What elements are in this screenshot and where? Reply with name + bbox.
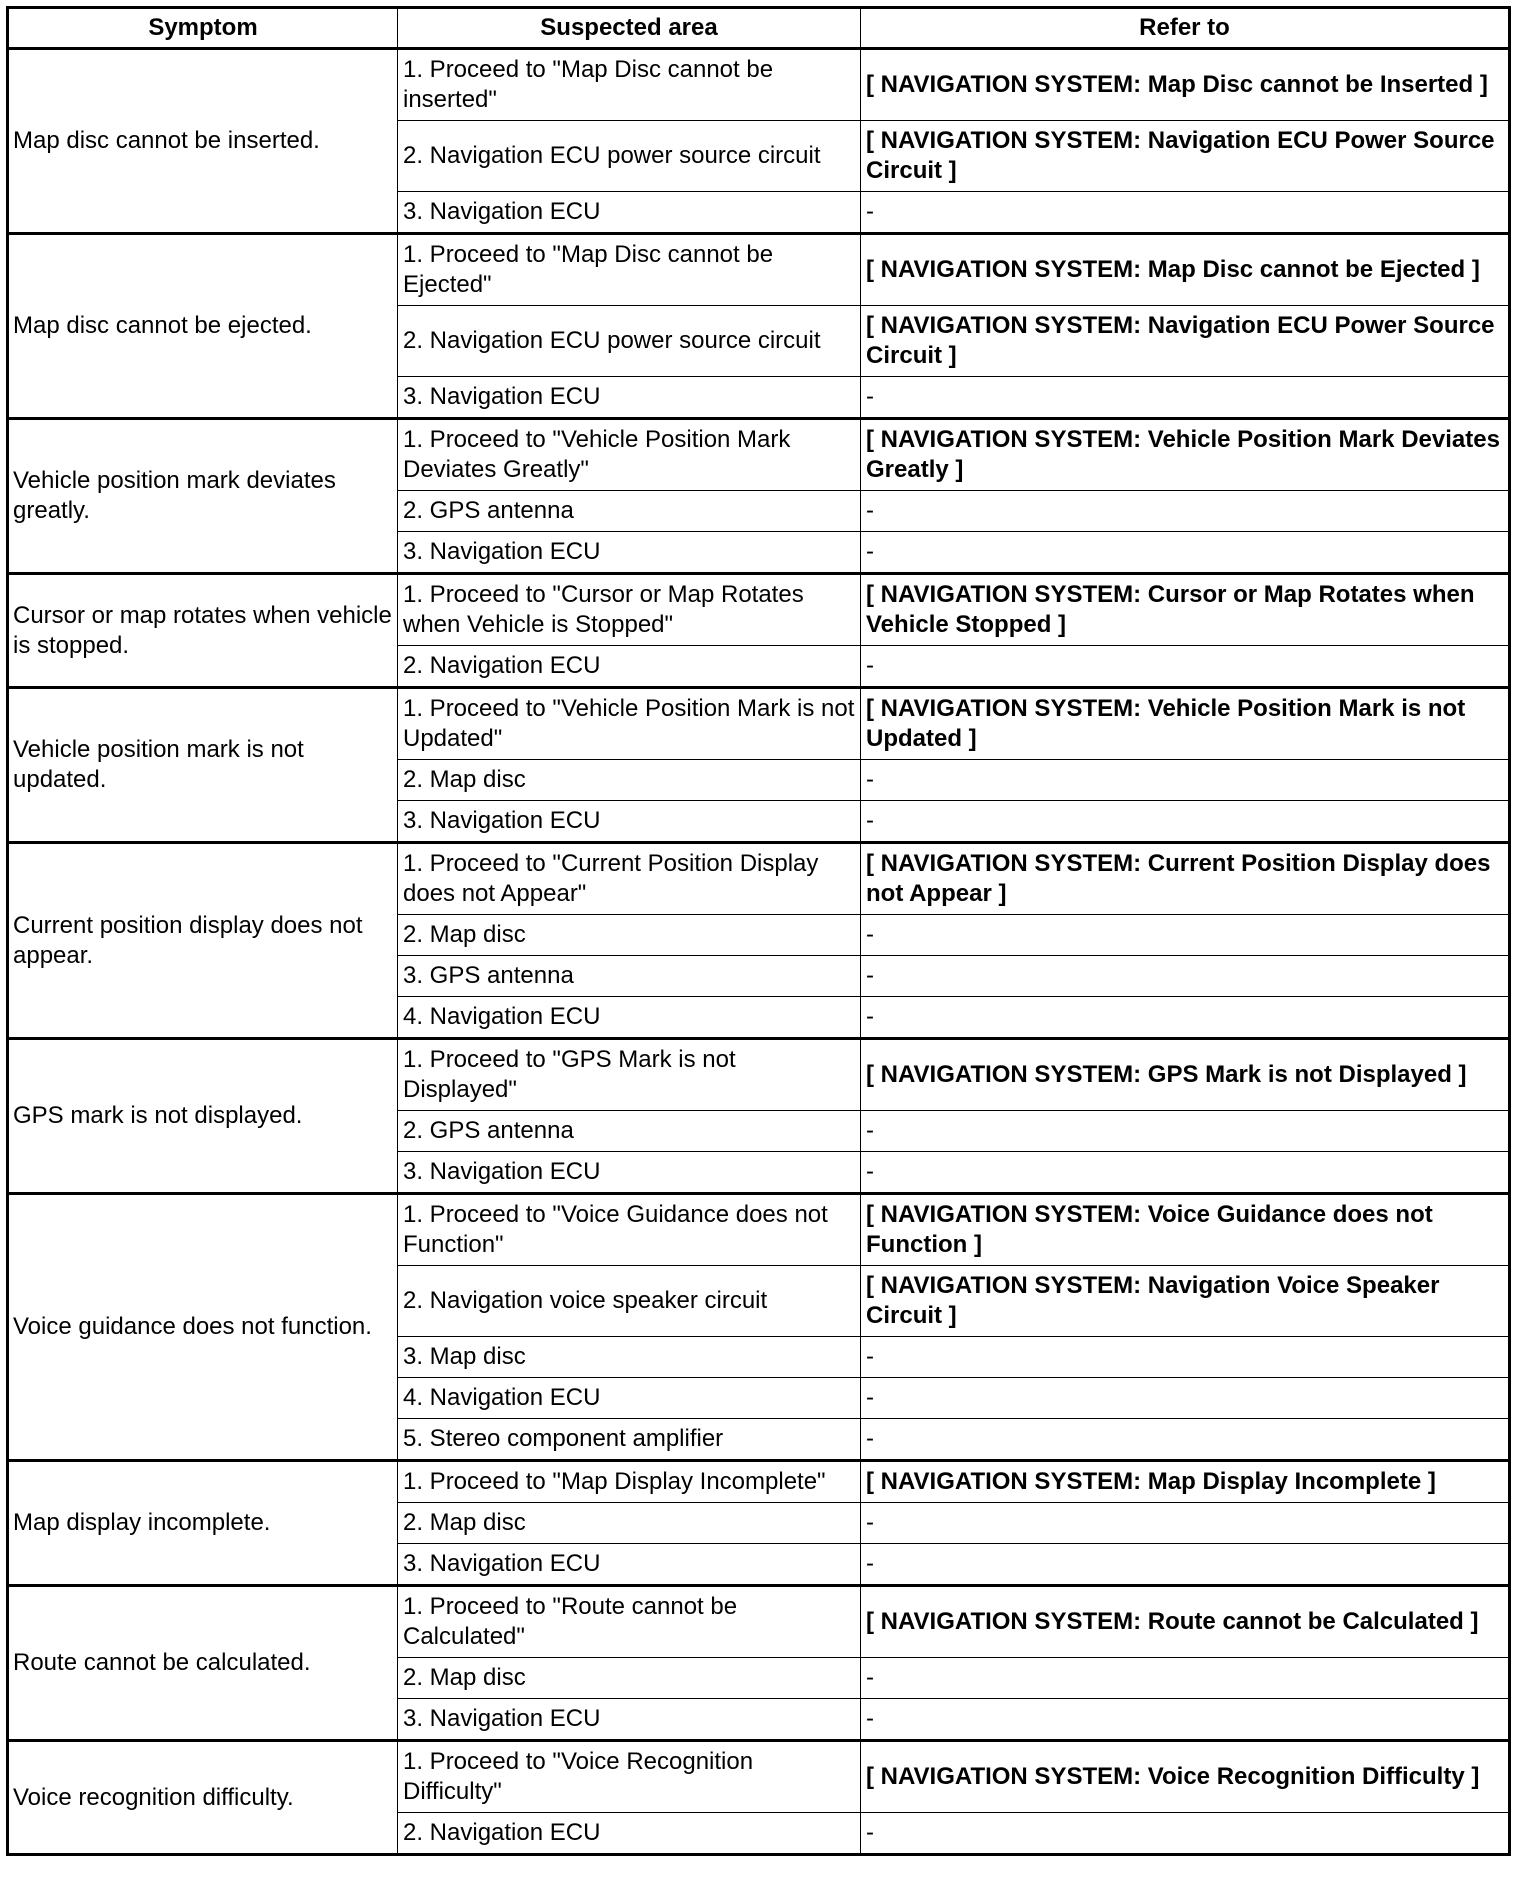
table-row	[8, 234, 1510, 306]
symptom-group	[8, 49, 1510, 234]
table-row	[8, 1586, 1510, 1658]
symptom-cell: Voice recognition difficulty.	[8, 1741, 398, 1855]
suspected-area-cell: 1. Proceed to "Current Position Display does not Appear"	[398, 843, 861, 915]
table-row	[8, 419, 1510, 491]
refer-to-cell: -	[861, 801, 1510, 843]
suspected-area-cell: 2. Navigation ECU	[398, 646, 861, 688]
symptom-cell: Vehicle position mark deviates greatly.	[8, 419, 398, 574]
refer-to-cell: -	[861, 646, 1510, 688]
table-row	[8, 1194, 1510, 1266]
refer-to-cell: -	[861, 915, 1510, 956]
symptom-group	[8, 1461, 1510, 1586]
refer-to-cell: -	[861, 1699, 1510, 1741]
suspected-area-cell: 1. Proceed to "Map Disc cannot be Ejected"	[398, 234, 861, 306]
symptom-cell: Current position display does not appear.	[8, 843, 398, 1039]
refer-to-cell: [ NAVIGATION SYSTEM: Voice Guidance does not Function ]	[861, 1194, 1510, 1266]
suspected-area-cell: 3. Navigation ECU	[398, 1699, 861, 1741]
suspected-area-cell: 1. Proceed to "Map Disc cannot be inserted"	[398, 49, 861, 121]
symptom-group	[8, 843, 1510, 1039]
suspected-area-cell: 3. Navigation ECU	[398, 532, 861, 574]
refer-to-cell: [ NAVIGATION SYSTEM: Map Disc cannot be Ejected ]	[861, 234, 1510, 306]
table-header	[8, 8, 1510, 49]
refer-to-cell: [ NAVIGATION SYSTEM: Vehicle Position Mark is not Updated ]	[861, 688, 1510, 760]
suspected-area-cell: 1. Proceed to "Voice Guidance does not Function"	[398, 1194, 861, 1266]
symptom-cell: Route cannot be calculated.	[8, 1586, 398, 1741]
refer-to-cell: -	[861, 1152, 1510, 1194]
refer-to-cell: -	[861, 956, 1510, 997]
suspected-area-cell: 1. Proceed to "Vehicle Position Mark is not Updated"	[398, 688, 861, 760]
refer-to-cell: -	[861, 1337, 1510, 1378]
refer-to-cell: [ NAVIGATION SYSTEM: GPS Mark is not Displayed ]	[861, 1039, 1510, 1111]
suspected-area-cell: 5. Stereo component amplifier	[398, 1419, 861, 1461]
refer-to-cell: [ NAVIGATION SYSTEM: Navigation Voice Speaker Circuit ]	[861, 1266, 1510, 1337]
symptom-group	[8, 234, 1510, 419]
refer-to-cell: [ NAVIGATION SYSTEM: Voice Recognition Difficulty ]	[861, 1741, 1510, 1813]
refer-to-cell: -	[861, 1813, 1510, 1855]
symptom-group	[8, 1741, 1510, 1855]
symptom-cell: Voice guidance does not function.	[8, 1194, 398, 1461]
refer-to-cell: -	[861, 1111, 1510, 1152]
symptom-cell: Map disc cannot be inserted.	[8, 49, 398, 234]
suspected-area-cell: 3. Navigation ECU	[398, 1544, 861, 1586]
table-row	[8, 1741, 1510, 1813]
refer-to-cell: [ NAVIGATION SYSTEM: Vehicle Position Mark Deviates Greatly ]	[861, 419, 1510, 491]
refer-to-cell: -	[861, 1419, 1510, 1461]
suspected-area-cell: 1. Proceed to "Map Display Incomplete"	[398, 1461, 861, 1503]
refer-to-cell: [ NAVIGATION SYSTEM: Map Disc cannot be Inserted ]	[861, 49, 1510, 121]
symptom-group	[8, 574, 1510, 688]
suspected-area-cell: 2. Navigation ECU	[398, 1813, 861, 1855]
refer-to-cell: -	[861, 377, 1510, 419]
suspected-area-cell: 2. Navigation voice speaker circuit	[398, 1266, 861, 1337]
document-page	[6, 6, 1508, 1856]
refer-to-cell: -	[861, 760, 1510, 801]
symptom-cell: Cursor or map rotates when vehicle is stopped.	[8, 574, 398, 688]
header-symptom: Symptom	[8, 8, 398, 49]
refer-to-cell: [ NAVIGATION SYSTEM: Navigation ECU Power Source Circuit ]	[861, 121, 1510, 192]
suspected-area-cell: 3. Map disc	[398, 1337, 861, 1378]
refer-to-cell: [ NAVIGATION SYSTEM: Navigation ECU Power Source Circuit ]	[861, 306, 1510, 377]
symptom-cell: Map disc cannot be ejected.	[8, 234, 398, 419]
header-refer-to: Refer to	[861, 8, 1510, 49]
suspected-area-cell: 1. Proceed to "Cursor or Map Rotates when Vehicle is Stopped"	[398, 574, 861, 646]
symptom-cell: GPS mark is not displayed.	[8, 1039, 398, 1194]
suspected-area-cell: 2. Map disc	[398, 1658, 861, 1699]
suspected-area-cell: 3. GPS antenna	[398, 956, 861, 997]
symptom-group	[8, 688, 1510, 843]
symptom-group	[8, 1039, 1510, 1194]
suspected-area-cell: 2. Map disc	[398, 1503, 861, 1544]
suspected-area-cell: 1. Proceed to "GPS Mark is not Displayed"	[398, 1039, 861, 1111]
suspected-area-cell: 4. Navigation ECU	[398, 1378, 861, 1419]
suspected-area-cell: 1. Proceed to "Route cannot be Calculated"	[398, 1586, 861, 1658]
table-row	[8, 843, 1510, 915]
refer-to-cell: [ NAVIGATION SYSTEM: Current Position Display does not Appear ]	[861, 843, 1510, 915]
suspected-area-cell: 1. Proceed to "Vehicle Position Mark Deviates Greatly"	[398, 419, 861, 491]
refer-to-cell: [ NAVIGATION SYSTEM: Route cannot be Calculated ]	[861, 1586, 1510, 1658]
refer-to-cell: -	[861, 1378, 1510, 1419]
table-row	[8, 1039, 1510, 1111]
header-row	[8, 8, 1510, 49]
suspected-area-cell: 4. Navigation ECU	[398, 997, 861, 1039]
symptom-cell: Vehicle position mark is not updated.	[8, 688, 398, 843]
symptom-group	[8, 1194, 1510, 1461]
refer-to-cell: -	[861, 491, 1510, 532]
suspected-area-cell: 3. Navigation ECU	[398, 1152, 861, 1194]
refer-to-cell: [ NAVIGATION SYSTEM: Cursor or Map Rotates when Vehicle Stopped ]	[861, 574, 1510, 646]
suspected-area-cell: 2. Navigation ECU power source circuit	[398, 306, 861, 377]
refer-to-cell: -	[861, 1658, 1510, 1699]
table-row	[8, 49, 1510, 121]
table-row	[8, 688, 1510, 760]
symptom-cell: Map display incomplete.	[8, 1461, 398, 1586]
suspected-area-cell: 3. Navigation ECU	[398, 377, 861, 419]
suspected-area-cell: 2. GPS antenna	[398, 491, 861, 532]
suspected-area-cell: 3. Navigation ECU	[398, 192, 861, 234]
symptom-group	[8, 419, 1510, 574]
suspected-area-cell: 3. Navigation ECU	[398, 801, 861, 843]
suspected-area-cell: 2. Navigation ECU power source circuit	[398, 121, 861, 192]
suspected-area-cell: 2. Map disc	[398, 915, 861, 956]
refer-to-cell: -	[861, 1503, 1510, 1544]
refer-to-cell: -	[861, 997, 1510, 1039]
header-suspected-area: Suspected area	[398, 8, 861, 49]
refer-to-cell: -	[861, 532, 1510, 574]
refer-to-cell: [ NAVIGATION SYSTEM: Map Display Incomplete ]	[861, 1461, 1510, 1503]
table-row	[8, 574, 1510, 646]
suspected-area-cell: 2. Map disc	[398, 760, 861, 801]
table-row	[8, 1461, 1510, 1503]
suspected-area-cell: 2. GPS antenna	[398, 1111, 861, 1152]
refer-to-cell: -	[861, 192, 1510, 234]
symptom-group	[8, 1586, 1510, 1741]
symptom-table	[6, 6, 1511, 1856]
refer-to-cell: -	[861, 1544, 1510, 1586]
suspected-area-cell: 1. Proceed to "Voice Recognition Difficulty"	[398, 1741, 861, 1813]
